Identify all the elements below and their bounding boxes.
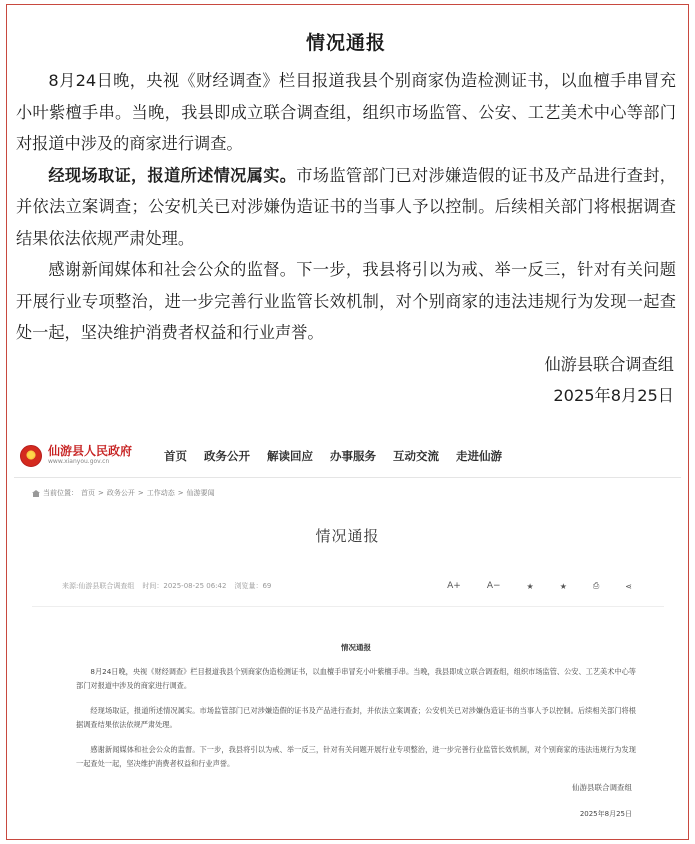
notice-signature: 仙游县联合调查组 — [544, 354, 674, 374]
breadcrumb-separator: > — [137, 489, 144, 497]
article-source: 来源:仙游县联合调查组 — [62, 582, 135, 590]
breadcrumb-work-news[interactable]: 工作动态 — [146, 489, 175, 497]
nav-interaction[interactable]: 互动交流 — [393, 448, 439, 463]
notice-paragraph-1: 8月24日晚，央视《财经调查》栏目报道我县个别商家伪造检测证书，以血檀手串冒充小叶紫檀手串。当晚，我县即成立联合调查组，组织市场监管、公安、工艺美术中心等部门对报道中涉及的商家进行调查。 — [16, 71, 676, 153]
breadcrumb-label: 当前位置： — [43, 489, 78, 497]
article-body-paragraph-3: 感谢新闻媒体和社会公众的监督。下一步，我县将引以为戒、举一反三，针对有关问题开展行业专项整治，进一步完善行业监管长效机制，对个别商家的违法违规行为发现一起查处一起，坚决维护消费者权益和行业声誉。 — [76, 745, 636, 768]
font-decrease-icon[interactable]: A− — [486, 581, 501, 591]
notice-title: 情况通报 — [305, 32, 386, 54]
breadcrumb-separator: > — [98, 489, 104, 497]
site-nav — [164, 448, 519, 464]
nav-home[interactable]: 首页 — [164, 448, 187, 463]
article-body — [76, 642, 636, 819]
notice-date: 2025年8月25日 — [553, 386, 674, 405]
notice-paragraph-2 — [16, 160, 676, 255]
article-views: 浏览量：69 — [234, 582, 272, 590]
article-body-date: 2025年8月25日 — [579, 810, 632, 818]
site-logo-url: www.xianyou.gov.cn — [48, 458, 110, 465]
article-tools — [421, 581, 632, 591]
website-screenshot — [14, 434, 681, 838]
notice-main — [16, 28, 676, 412]
favorite-icon[interactable]: ★ — [526, 581, 534, 591]
breadcrumb-gov-affairs[interactable]: 政务公开 — [106, 489, 135, 497]
nav-government-affairs[interactable]: 政务公开 — [204, 448, 250, 463]
site-logo-name: 仙游县人民政府 — [48, 444, 133, 458]
article-body-title: 情况通报 — [341, 643, 371, 652]
article-title: 情况通报 — [315, 527, 380, 545]
divider — [32, 606, 664, 607]
font-increase-icon[interactable]: A+ — [447, 581, 461, 591]
article-meta — [62, 576, 632, 596]
article-body-signature: 仙游县联合调查组 — [572, 783, 632, 792]
site-header — [14, 434, 681, 478]
breadcrumb — [14, 482, 681, 504]
article-body-paragraph-2: 经现场取证，报道所述情况属实。市场监管部门已对涉嫌造假的证书及产品进行查封，并依法立案调查；公安机关已对涉嫌伪造证书的当事人予以控制。后续相关部门将根据调查结果依法依规严肃处理。 — [76, 706, 636, 729]
star-icon[interactable]: ★ — [559, 581, 567, 591]
article-body-paragraph-1: 8月24日晚，央视《财经调查》栏目报道我县个别商家伪造检测证书，以血檀手串冒充小叶紫檀手串。当晚，我县即成立联合调查组，组织市场监管、公安、工艺美术中心等部门对报道中涉及的商家进行调查。 — [76, 667, 636, 690]
nav-services[interactable]: 办事服务 — [330, 448, 376, 463]
site-logo[interactable] — [20, 445, 160, 467]
home-icon — [32, 490, 40, 497]
print-icon[interactable]: ⎙ — [592, 581, 600, 590]
notice-paragraph-2-lead: 经现场取证，报道所述情况属实。 — [48, 165, 297, 185]
breadcrumb-xianyou-news[interactable]: 仙游要闻 — [186, 489, 215, 497]
share-icon[interactable]: ⋖ — [625, 581, 632, 591]
notice-paragraph-3: 感谢新闻媒体和社会公众的监督。下一步，我县将引以为戒、举一反三，针对有关问题开展行业专项整治，进一步完善行业监管长效机制，对个别商家的违法违规行为发现一起查处一起，坚决维护消费者权益和行业声誉。 — [16, 260, 676, 342]
breadcrumb-separator: > — [177, 489, 184, 497]
notice-paragraph-2-rest: 市场监管部门已对涉嫌造假的证书及产品进行查封，并依法立案调查；公安机关已对涉嫌伪造证书的当事人予以控制。后续相关部门将根据调查结果依法依规严肃处理。 — [16, 165, 676, 248]
breadcrumb-home[interactable]: 首页 — [81, 489, 95, 497]
nav-about-xianyou[interactable]: 走进仙游 — [456, 448, 502, 463]
article-time: 时间：2025-08-25 06:42 — [142, 582, 227, 590]
national-emblem-icon — [20, 445, 42, 467]
nav-interpretation[interactable]: 解读回应 — [267, 448, 313, 463]
